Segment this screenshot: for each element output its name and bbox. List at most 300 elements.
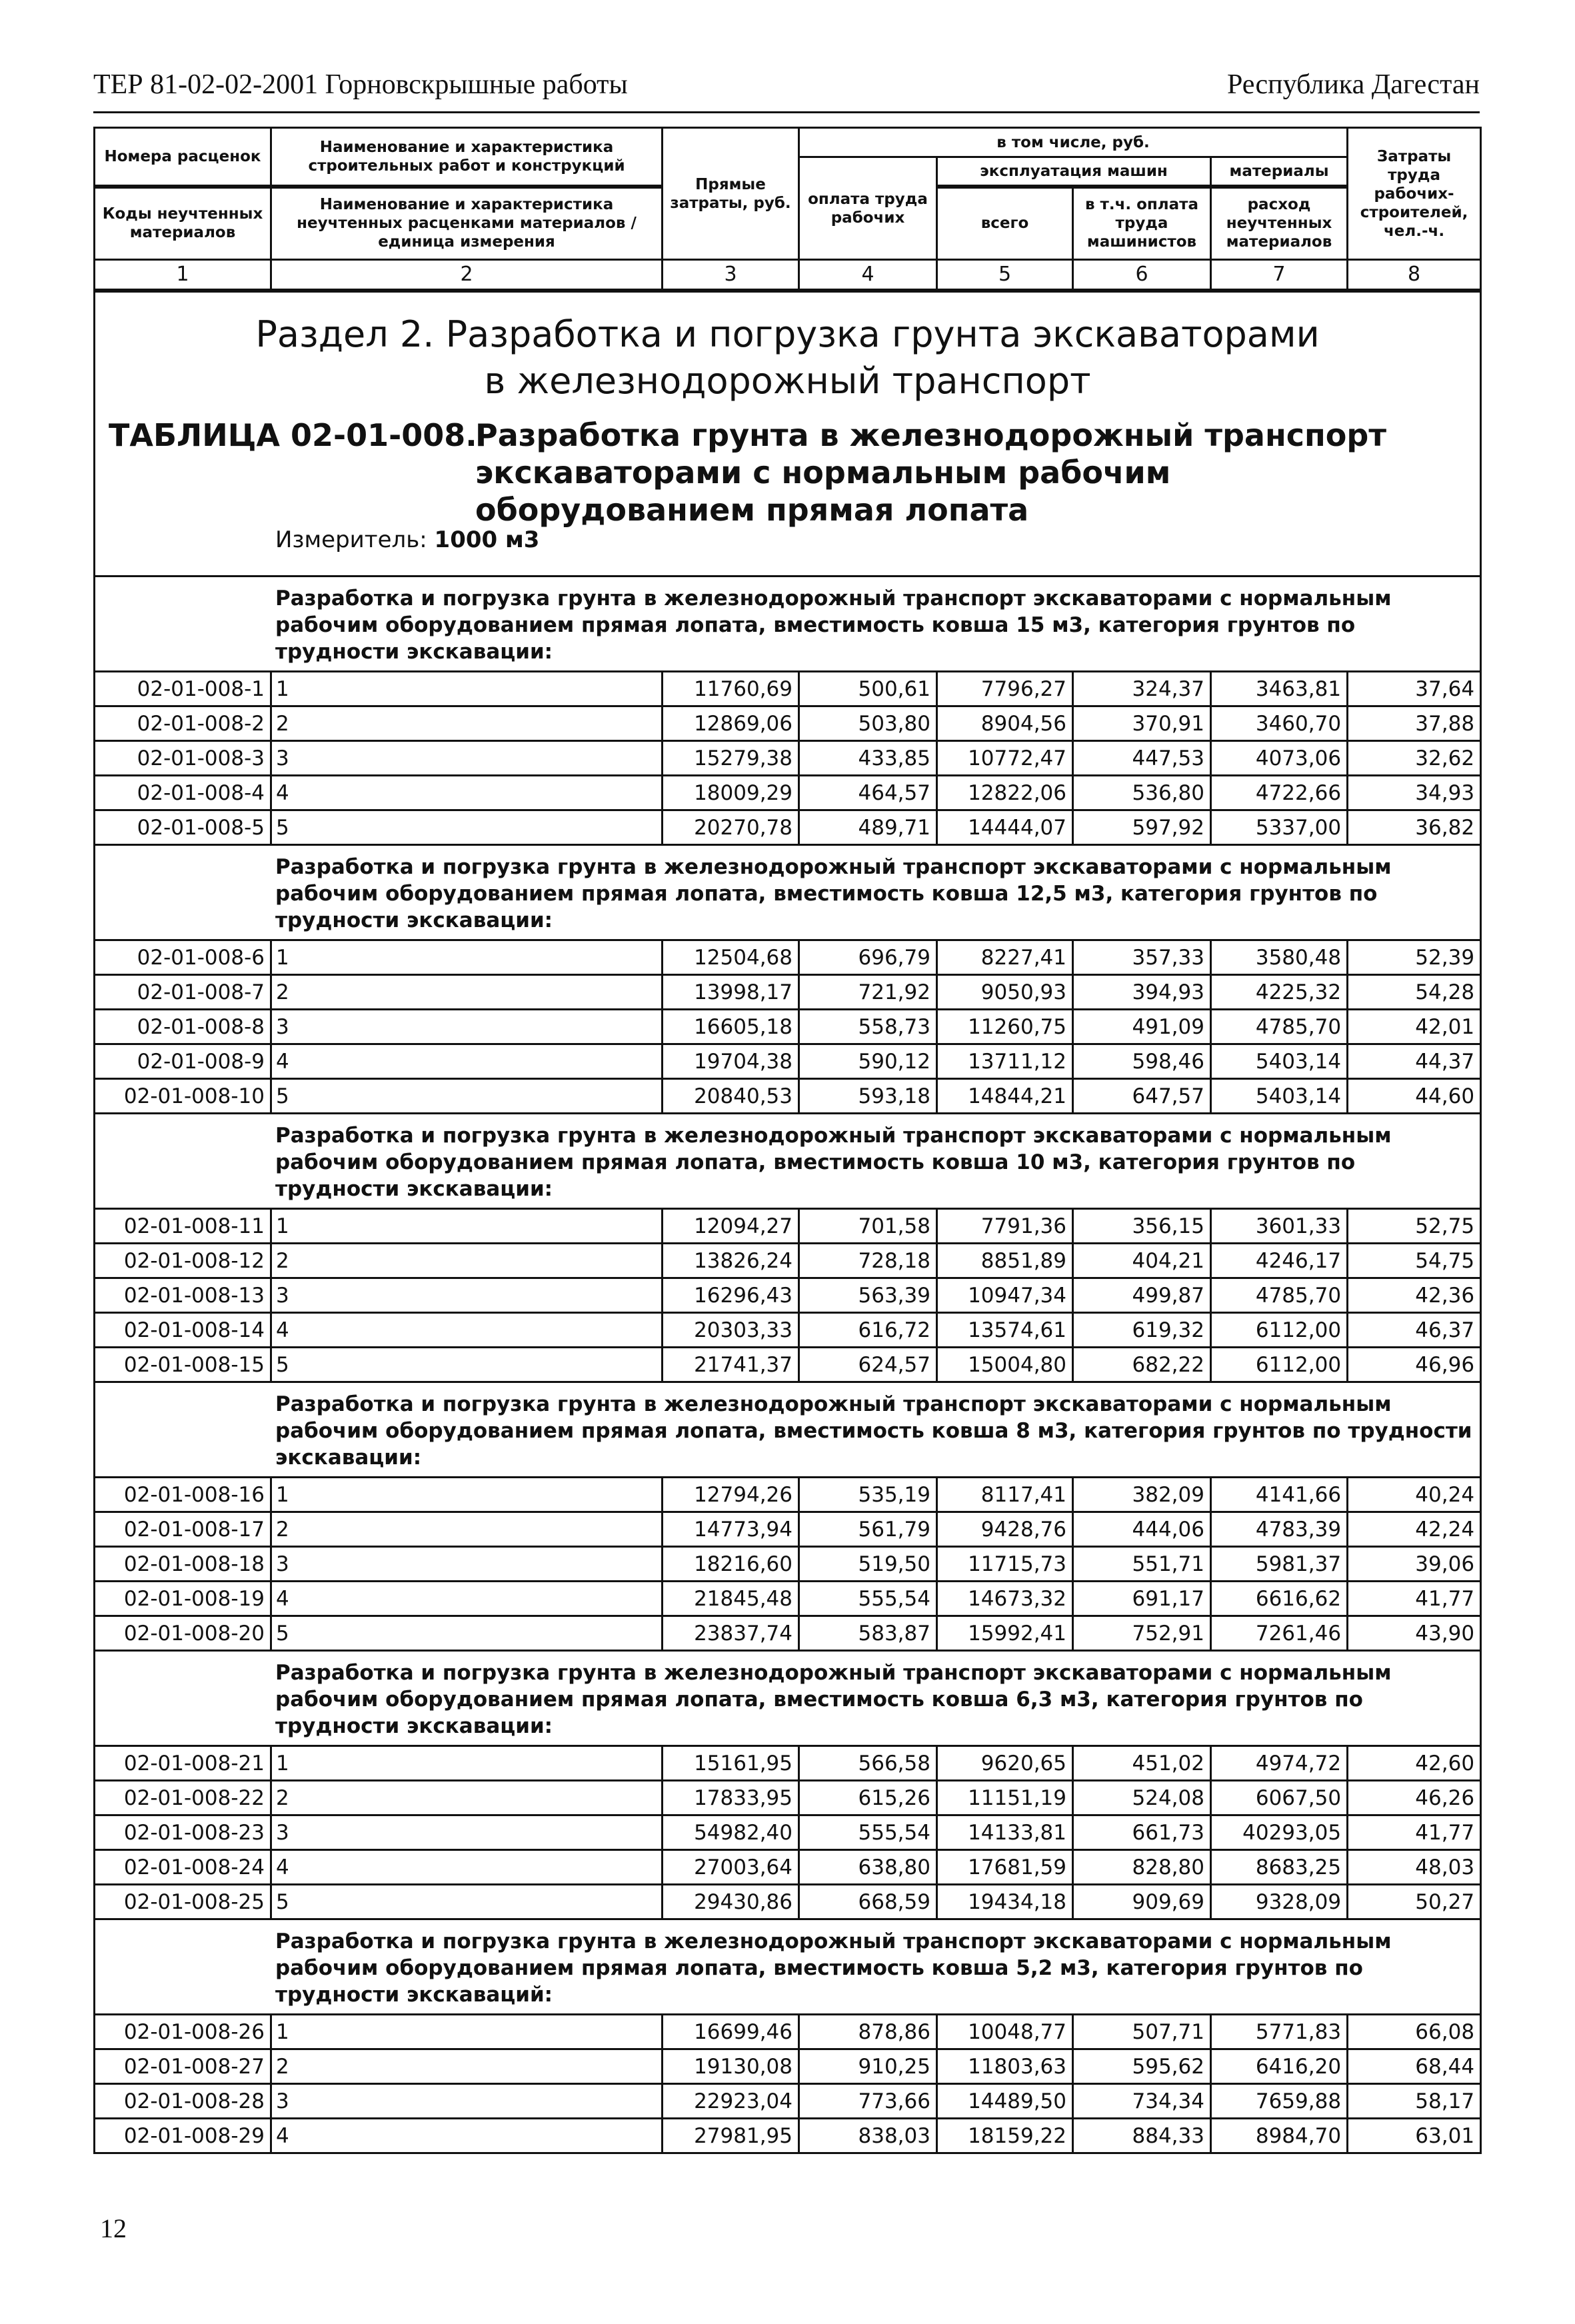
materials-value: 4785,70 — [1211, 1278, 1348, 1313]
category-value: 2 — [271, 706, 663, 741]
worker-pay-value: 535,19 — [799, 1478, 937, 1512]
rate-code: 02-01-008-23 — [95, 1815, 271, 1850]
labor-costs-value: 37,88 — [1348, 706, 1481, 741]
direct-costs-value: 21741,37 — [663, 1348, 799, 1382]
group-header-row — [95, 1651, 1481, 1746]
labor-costs-value: 46,96 — [1348, 1348, 1481, 1382]
worker-pay-value: 878,86 — [799, 2015, 937, 2049]
worker-pay-value: 558,73 — [799, 1010, 937, 1044]
direct-costs-value: 27981,95 — [663, 2119, 799, 2153]
rate-code: 02-01-008-27 — [95, 2049, 271, 2084]
header-machines-total: всего — [937, 187, 1073, 260]
category-value: 2 — [271, 1781, 663, 1815]
operator-pay-value: 597,92 — [1073, 810, 1211, 845]
category-value: 1 — [271, 2015, 663, 2049]
machines-total-value: 14133,81 — [937, 1815, 1073, 1850]
direct-costs-value: 27003,64 — [663, 1850, 799, 1885]
direct-costs-value: 11760,69 — [663, 672, 799, 706]
group-title: Разработка и погрузка грунта в железнодорожный транспорт экскаваторами с нормальным рабочим оборудованием прямая лопата, вместимость ковша 10 м3, категория грунтов по трудности экскавации: — [95, 1114, 1481, 1209]
direct-costs-value: 54982,40 — [663, 1815, 799, 1850]
operator-pay-value: 828,80 — [1073, 1850, 1211, 1885]
labor-costs-value: 44,60 — [1348, 1079, 1481, 1114]
labor-costs-value: 48,03 — [1348, 1850, 1481, 1885]
machines-total-value: 9050,93 — [937, 975, 1073, 1010]
header-labor-costs: Затраты труда рабочих-строителей, чел.-ч. — [1348, 128, 1481, 260]
worker-pay-value: 566,58 — [799, 1746, 937, 1781]
operator-pay-value: 394,93 — [1073, 975, 1211, 1010]
labor-costs-value: 42,60 — [1348, 1746, 1481, 1781]
direct-costs-value: 18009,29 — [663, 776, 799, 810]
table-row — [95, 1278, 1481, 1313]
worker-pay-value: 464,57 — [799, 776, 937, 810]
machines-total-value: 14673,32 — [937, 1582, 1073, 1616]
rate-code: 02-01-008-22 — [95, 1781, 271, 1815]
column-number: 6 — [1073, 260, 1211, 291]
region-name: Республика Дагестан — [1226, 69, 1480, 100]
labor-costs-value: 58,17 — [1348, 2084, 1481, 2119]
direct-costs-value: 17833,95 — [663, 1781, 799, 1815]
direct-costs-value: 13998,17 — [663, 975, 799, 1010]
direct-costs-value: 12794,26 — [663, 1478, 799, 1512]
rate-code: 02-01-008-18 — [95, 1547, 271, 1582]
machines-total-value: 10048,77 — [937, 2015, 1073, 2049]
operator-pay-value: 884,33 — [1073, 2119, 1211, 2153]
header-worker-pay: оплата труда рабочих — [799, 157, 937, 260]
group-title: Разработка и погрузка грунта в железнодорожный транспорт экскаваторами с нормальным рабочим оборудованием прямая лопата, вместимость ковша 6,3 м3, категория грунтов по трудности экскавации: — [95, 1651, 1481, 1746]
table-row — [95, 1850, 1481, 1885]
operator-pay-value: 507,71 — [1073, 2015, 1211, 2049]
section-title — [95, 311, 1480, 405]
machines-total-value: 14489,50 — [937, 2084, 1073, 2119]
operator-pay-value: 382,09 — [1073, 1478, 1211, 1512]
header-material-consumption: расход неучтенных материалов — [1211, 187, 1348, 260]
category-value: 4 — [271, 1044, 663, 1079]
labor-costs-value: 46,26 — [1348, 1781, 1481, 1815]
category-value: 1 — [271, 940, 663, 975]
measure-line — [95, 523, 1480, 563]
labor-costs-value: 41,77 — [1348, 1815, 1481, 1850]
column-number: 3 — [663, 260, 799, 291]
direct-costs-value: 19130,08 — [663, 2049, 799, 2084]
document-title: ТЕР 81-02-02-2001 Горновскрышные работы — [93, 69, 628, 100]
table-caption — [95, 417, 1480, 528]
direct-costs-value: 12504,68 — [663, 940, 799, 975]
operator-pay-value: 595,62 — [1073, 2049, 1211, 2084]
materials-value: 3463,81 — [1211, 672, 1348, 706]
direct-costs-value: 21845,48 — [663, 1582, 799, 1616]
table-row — [95, 1746, 1481, 1781]
materials-value: 7261,46 — [1211, 1616, 1348, 1651]
materials-value: 8683,25 — [1211, 1850, 1348, 1885]
machines-total-value: 11803,63 — [937, 2049, 1073, 2084]
labor-costs-value: 52,39 — [1348, 940, 1481, 975]
worker-pay-value: 615,26 — [799, 1781, 937, 1815]
table-row — [95, 2049, 1481, 2084]
header-work-name: Наименование и характеристика строительных работ и конструкций — [271, 128, 663, 187]
materials-value: 4073,06 — [1211, 741, 1348, 776]
operator-pay-value: 356,15 — [1073, 1209, 1211, 1244]
column-number: 1 — [95, 260, 271, 291]
worker-pay-value: 624,57 — [799, 1348, 937, 1382]
worker-pay-value: 519,50 — [799, 1547, 937, 1582]
rate-code: 02-01-008-14 — [95, 1313, 271, 1348]
direct-costs-value: 20270,78 — [663, 810, 799, 845]
machines-total-value: 14444,07 — [937, 810, 1073, 845]
direct-costs-value: 16699,46 — [663, 2015, 799, 2049]
materials-value: 6112,00 — [1211, 1313, 1348, 1348]
operator-pay-value: 370,91 — [1073, 706, 1211, 741]
group-title: Разработка и погрузка грунта в железнодорожный транспорт экскаваторами с нормальным рабочим оборудованием прямая лопата, вместимость ковша 5,2 м3, категория грунтов по трудности экскаваций: — [95, 1919, 1481, 2015]
table-row — [95, 1348, 1481, 1382]
table-row — [95, 741, 1481, 776]
worker-pay-value: 696,79 — [799, 940, 937, 975]
category-value: 1 — [271, 1209, 663, 1244]
rate-code: 02-01-008-12 — [95, 1244, 271, 1278]
rate-code: 02-01-008-11 — [95, 1209, 271, 1244]
category-value: 4 — [271, 1582, 663, 1616]
materials-value: 3580,48 — [1211, 940, 1348, 975]
machines-total-value: 10772,47 — [937, 741, 1073, 776]
materials-value: 8984,70 — [1211, 2119, 1348, 2153]
category-value: 5 — [271, 1616, 663, 1651]
rate-code: 02-01-008-26 — [95, 2015, 271, 2049]
worker-pay-value: 668,59 — [799, 1885, 937, 1919]
table-row — [95, 1010, 1481, 1044]
rate-code: 02-01-008-17 — [95, 1512, 271, 1547]
category-value: 4 — [271, 776, 663, 810]
page-header — [93, 63, 1480, 113]
direct-costs-value: 22923,04 — [663, 2084, 799, 2119]
measure-label: Измеритель: — [275, 527, 427, 553]
worker-pay-value: 489,71 — [799, 810, 937, 845]
direct-costs-value: 20303,33 — [663, 1313, 799, 1348]
group-header-row — [95, 845, 1481, 940]
labor-costs-value: 41,77 — [1348, 1582, 1481, 1616]
labor-costs-value: 42,01 — [1348, 1010, 1481, 1044]
rate-code: 02-01-008-28 — [95, 2084, 271, 2119]
labor-costs-value: 42,36 — [1348, 1278, 1481, 1313]
materials-value: 4785,70 — [1211, 1010, 1348, 1044]
table-row — [95, 1781, 1481, 1815]
table-row — [95, 1582, 1481, 1616]
machines-total-value: 9428,76 — [937, 1512, 1073, 1547]
category-value: 2 — [271, 1512, 663, 1547]
category-value: 1 — [271, 1478, 663, 1512]
table-row — [95, 672, 1481, 706]
operator-pay-value: 524,08 — [1073, 1781, 1211, 1815]
machines-total-value: 8904,56 — [937, 706, 1073, 741]
operator-pay-value: 661,73 — [1073, 1815, 1211, 1850]
worker-pay-value: 910,25 — [799, 2049, 937, 2084]
labor-costs-value: 50,27 — [1348, 1885, 1481, 1919]
labor-costs-value: 43,90 — [1348, 1616, 1481, 1651]
worker-pay-value: 701,58 — [799, 1209, 937, 1244]
materials-value: 5403,14 — [1211, 1044, 1348, 1079]
machines-total-value: 7791,36 — [937, 1209, 1073, 1244]
header-direct-costs: Прямые затраты, руб. — [663, 128, 799, 260]
column-number: 8 — [1348, 260, 1481, 291]
materials-value: 4141,66 — [1211, 1478, 1348, 1512]
rate-code: 02-01-008-25 — [95, 1885, 271, 1919]
materials-value: 6067,50 — [1211, 1781, 1348, 1815]
worker-pay-value: 561,79 — [799, 1512, 937, 1547]
table-row — [95, 2084, 1481, 2119]
category-value: 3 — [271, 741, 663, 776]
machines-total-value: 19434,18 — [937, 1885, 1073, 1919]
worker-pay-value: 590,12 — [799, 1044, 937, 1079]
direct-costs-value: 12094,27 — [663, 1209, 799, 1244]
category-value: 4 — [271, 2119, 663, 2153]
labor-costs-value: 46,37 — [1348, 1313, 1481, 1348]
table-row — [95, 1244, 1481, 1278]
category-value: 5 — [271, 1885, 663, 1919]
labor-costs-value: 42,24 — [1348, 1512, 1481, 1547]
operator-pay-value: 451,02 — [1073, 1746, 1211, 1781]
worker-pay-value: 583,87 — [799, 1616, 937, 1651]
table-row — [95, 776, 1481, 810]
materials-value: 40293,05 — [1211, 1815, 1348, 1850]
operator-pay-value: 598,46 — [1073, 1044, 1211, 1079]
rate-code: 02-01-008-15 — [95, 1348, 271, 1382]
table-row — [95, 1079, 1481, 1114]
group-title: Разработка и погрузка грунта в железнодорожный транспорт экскаваторами с нормальным рабочим оборудованием прямая лопата, вместимость ковша 15 м3, категория грунтов по трудности экскавации: — [95, 577, 1481, 672]
worker-pay-value: 503,80 — [799, 706, 937, 741]
category-value: 5 — [271, 810, 663, 845]
category-value: 3 — [271, 1010, 663, 1044]
operator-pay-value: 909,69 — [1073, 1885, 1211, 1919]
direct-costs-value: 13826,24 — [663, 1244, 799, 1278]
operator-pay-value: 357,33 — [1073, 940, 1211, 975]
labor-costs-value: 40,24 — [1348, 1478, 1481, 1512]
machines-total-value: 7796,27 — [937, 672, 1073, 706]
group-header-row — [95, 1919, 1481, 2015]
column-number-row — [95, 260, 1481, 291]
category-value: 2 — [271, 975, 663, 1010]
rate-code: 02-01-008-19 — [95, 1582, 271, 1616]
operator-pay-value: 491,09 — [1073, 1010, 1211, 1044]
materials-value: 4225,32 — [1211, 975, 1348, 1010]
category-value: 3 — [271, 1278, 663, 1313]
category-value: 2 — [271, 1244, 663, 1278]
worker-pay-value: 721,92 — [799, 975, 937, 1010]
labor-costs-value: 32,62 — [1348, 741, 1481, 776]
materials-value: 9328,09 — [1211, 1885, 1348, 1919]
machines-total-value: 12822,06 — [937, 776, 1073, 810]
machines-total-value: 8851,89 — [937, 1244, 1073, 1278]
category-value: 5 — [271, 1348, 663, 1382]
labor-costs-value: 36,82 — [1348, 810, 1481, 845]
category-value: 1 — [271, 1746, 663, 1781]
operator-pay-value: 324,37 — [1073, 672, 1211, 706]
worker-pay-value: 563,39 — [799, 1278, 937, 1313]
labor-costs-value: 66,08 — [1348, 2015, 1481, 2049]
header-including: в том числе, руб. — [799, 128, 1348, 157]
materials-value: 4722,66 — [1211, 776, 1348, 810]
header-operator-pay: в т.ч. оплата труда машинистов — [1073, 187, 1211, 260]
materials-value: 7659,88 — [1211, 2084, 1348, 2119]
machines-total-value: 17681,59 — [937, 1850, 1073, 1885]
table-row — [95, 1547, 1481, 1582]
direct-costs-value: 19704,38 — [663, 1044, 799, 1079]
direct-costs-value: 15279,38 — [663, 741, 799, 776]
group-title: Разработка и погрузка грунта в железнодорожный транспорт экскаваторами с нормальным рабочим оборудованием прямая лопата, вместимость ковша 8 м3, категория грунтов по трудности экскавации: — [95, 1382, 1481, 1478]
machines-total-value: 13574,61 — [937, 1313, 1073, 1348]
column-number: 5 — [937, 260, 1073, 291]
labor-costs-value: 54,75 — [1348, 1244, 1481, 1278]
materials-value: 6616,62 — [1211, 1582, 1348, 1616]
machines-total-value: 15992,41 — [937, 1616, 1073, 1651]
rate-code: 02-01-008-9 — [95, 1044, 271, 1079]
rate-code: 02-01-008-21 — [95, 1746, 271, 1781]
labor-costs-value: 44,37 — [1348, 1044, 1481, 1079]
worker-pay-value: 500,61 — [799, 672, 937, 706]
materials-value: 4246,17 — [1211, 1244, 1348, 1278]
materials-value: 6416,20 — [1211, 2049, 1348, 2084]
table-row — [95, 2015, 1481, 2049]
worker-pay-value: 616,72 — [799, 1313, 937, 1348]
section-title-cell — [95, 291, 1481, 577]
operator-pay-value: 647,57 — [1073, 1079, 1211, 1114]
table-number: ТАБЛИЦА 02-01-008. — [109, 417, 477, 453]
group-header-row — [95, 577, 1481, 672]
direct-costs-value: 15161,95 — [663, 1746, 799, 1781]
rate-code: 02-01-008-5 — [95, 810, 271, 845]
category-value: 4 — [271, 1313, 663, 1348]
section-title-line: в железнодорожный транспорт — [484, 360, 1091, 402]
header-machine-operation: эксплуатация машин — [937, 157, 1211, 187]
worker-pay-value: 838,03 — [799, 2119, 937, 2153]
header-material-name: Наименование и характеристика неучтенных расценками материалов / единица измерения — [271, 187, 663, 260]
materials-value: 4974,72 — [1211, 1746, 1348, 1781]
rate-code: 02-01-008-3 — [95, 741, 271, 776]
labor-costs-value: 68,44 — [1348, 2049, 1481, 2084]
worker-pay-value: 638,80 — [799, 1850, 937, 1885]
rate-code: 02-01-008-7 — [95, 975, 271, 1010]
rate-code: 02-01-008-8 — [95, 1010, 271, 1044]
header-rate-numbers: Номера расценок — [95, 128, 271, 187]
column-number: 2 — [271, 260, 663, 291]
rate-code: 02-01-008-1 — [95, 672, 271, 706]
machines-total-value: 11260,75 — [937, 1010, 1073, 1044]
direct-costs-value: 14773,94 — [663, 1512, 799, 1547]
worker-pay-value: 555,54 — [799, 1815, 937, 1850]
materials-value: 5337,00 — [1211, 810, 1348, 845]
table-row — [95, 1209, 1481, 1244]
page-number: 12 — [100, 2213, 127, 2243]
table-row — [95, 810, 1481, 845]
operator-pay-value: 619,32 — [1073, 1313, 1211, 1348]
table-row — [95, 1885, 1481, 1919]
worker-pay-value: 593,18 — [799, 1079, 937, 1114]
category-value: 4 — [271, 1850, 663, 1885]
operator-pay-value: 752,91 — [1073, 1616, 1211, 1651]
table-title: Разработка грунта в железнодорожный транспорт экскаваторами с нормальным рабочим оборудованием прямая лопата — [475, 417, 1386, 528]
operator-pay-value: 682,22 — [1073, 1348, 1211, 1382]
table-row — [95, 1478, 1481, 1512]
category-value: 3 — [271, 1547, 663, 1582]
table-row — [95, 706, 1481, 741]
rate-code: 02-01-008-20 — [95, 1616, 271, 1651]
rate-code: 02-01-008-13 — [95, 1278, 271, 1313]
machines-total-value: 14844,21 — [937, 1079, 1073, 1114]
column-number: 7 — [1211, 260, 1348, 291]
category-value: 3 — [271, 1815, 663, 1850]
worker-pay-value: 433,85 — [799, 741, 937, 776]
labor-costs-value: 37,64 — [1348, 672, 1481, 706]
labor-costs-value: 54,28 — [1348, 975, 1481, 1010]
direct-costs-value: 23837,74 — [663, 1616, 799, 1651]
machines-total-value: 18159,22 — [937, 2119, 1073, 2153]
column-number: 4 — [799, 260, 937, 291]
operator-pay-value: 404,21 — [1073, 1244, 1211, 1278]
table-row — [95, 1313, 1481, 1348]
operator-pay-value: 444,06 — [1073, 1512, 1211, 1547]
category-value: 1 — [271, 672, 663, 706]
labor-costs-value: 39,06 — [1348, 1547, 1481, 1582]
worker-pay-value: 555,54 — [799, 1582, 937, 1616]
machines-total-value: 10947,34 — [937, 1278, 1073, 1313]
rate-code: 02-01-008-24 — [95, 1850, 271, 1885]
worker-pay-value: 773,66 — [799, 2084, 937, 2119]
direct-costs-value: 12869,06 — [663, 706, 799, 741]
table-row — [95, 940, 1481, 975]
materials-value: 3601,33 — [1211, 1209, 1348, 1244]
materials-value: 3460,70 — [1211, 706, 1348, 741]
rate-code: 02-01-008-10 — [95, 1079, 271, 1114]
materials-value: 5981,37 — [1211, 1547, 1348, 1582]
machines-total-value: 11715,73 — [937, 1547, 1073, 1582]
materials-value: 6112,00 — [1211, 1348, 1348, 1382]
materials-value: 5403,14 — [1211, 1079, 1348, 1114]
machines-total-value: 15004,80 — [937, 1348, 1073, 1382]
materials-value: 5771,83 — [1211, 2015, 1348, 2049]
direct-costs-value: 16605,18 — [663, 1010, 799, 1044]
category-value: 5 — [271, 1079, 663, 1114]
operator-pay-value: 734,34 — [1073, 2084, 1211, 2119]
machines-total-value: 11151,19 — [937, 1781, 1073, 1815]
group-header-row — [95, 1114, 1481, 1209]
direct-costs-value: 29430,86 — [663, 1885, 799, 1919]
table-row — [95, 2119, 1481, 2153]
rate-code: 02-01-008-4 — [95, 776, 271, 810]
labor-costs-value: 34,93 — [1348, 776, 1481, 810]
machines-total-value: 9620,65 — [937, 1746, 1073, 1781]
table-row — [95, 1616, 1481, 1651]
table-row — [95, 975, 1481, 1010]
table-row — [95, 1512, 1481, 1547]
materials-value: 4783,39 — [1211, 1512, 1348, 1547]
operator-pay-value: 536,80 — [1073, 776, 1211, 810]
labor-costs-value: 52,75 — [1348, 1209, 1481, 1244]
direct-costs-value: 20840,53 — [663, 1079, 799, 1114]
direct-costs-value: 18216,60 — [663, 1547, 799, 1582]
header-material-codes: Коды неучтенных материалов — [95, 187, 271, 260]
machines-total-value: 13711,12 — [937, 1044, 1073, 1079]
operator-pay-value: 499,87 — [1073, 1278, 1211, 1313]
direct-costs-value: 16296,43 — [663, 1278, 799, 1313]
rate-code: 02-01-008-2 — [95, 706, 271, 741]
machines-total-value: 8227,41 — [937, 940, 1073, 975]
table-row — [95, 1815, 1481, 1850]
operator-pay-value: 447,53 — [1073, 741, 1211, 776]
section-title-line: Раздел 2. Разработка и погрузка грунта экскаваторами — [255, 313, 1320, 355]
section-title-row — [95, 291, 1481, 577]
group-header-row — [95, 1382, 1481, 1478]
rate-code: 02-01-008-16 — [95, 1478, 271, 1512]
machines-total-value: 8117,41 — [937, 1478, 1073, 1512]
labor-costs-value: 63,01 — [1348, 2119, 1481, 2153]
table-row — [95, 1044, 1481, 1079]
